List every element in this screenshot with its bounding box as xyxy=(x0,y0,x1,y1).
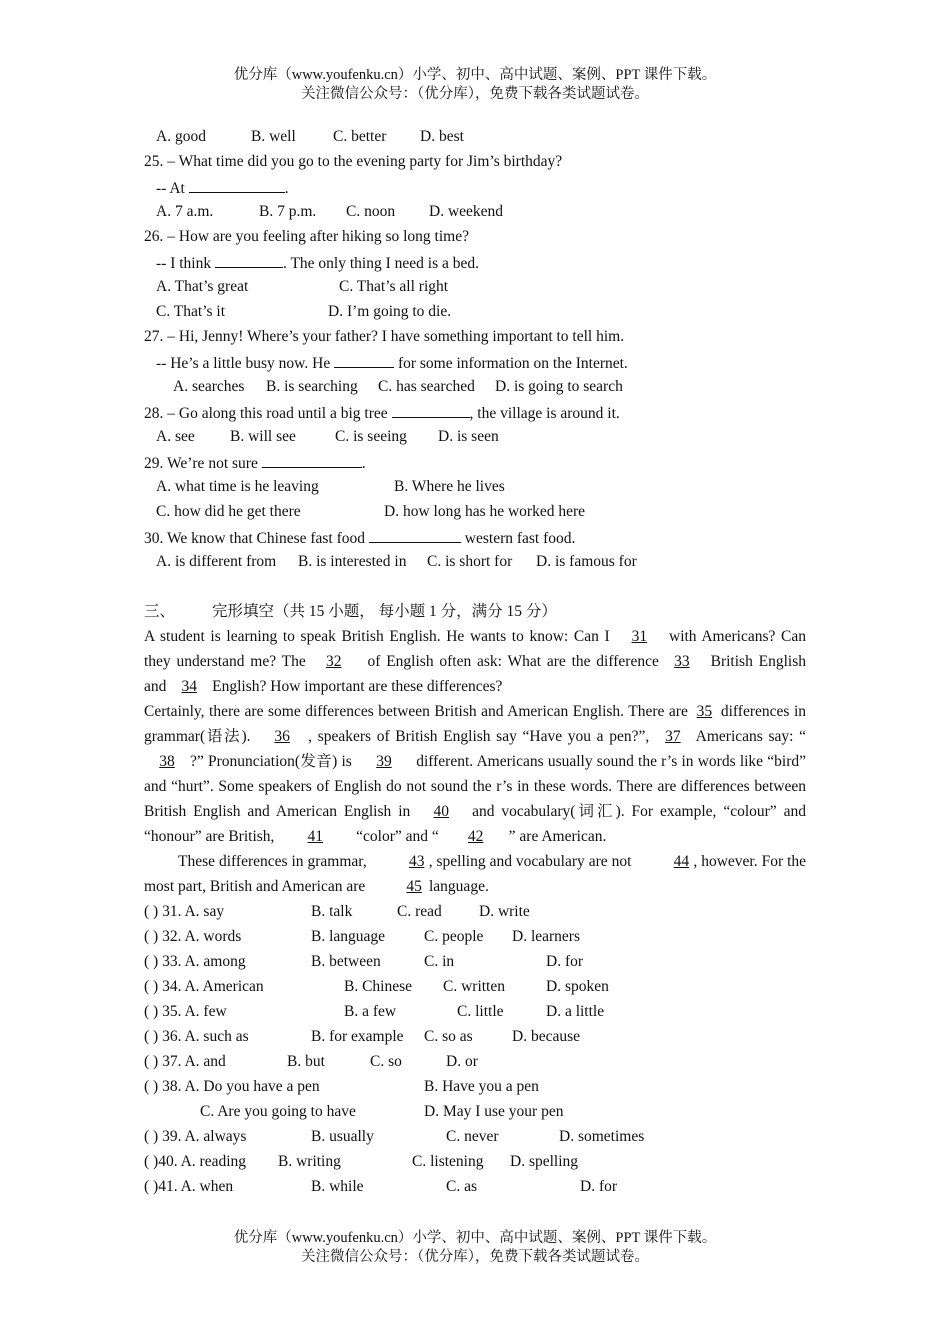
cloze-35-b: B. a few xyxy=(344,1003,397,1020)
cloze-35-label: ( ) 35. A. few xyxy=(144,1003,227,1020)
cloze-37-label: ( ) 37. A. and xyxy=(144,1053,226,1070)
cloze-33-label: ( ) 33. A. among xyxy=(144,953,246,970)
passage-paragraph-2: Certainly, there are some differences between British and American English. There are 35 differences in grammar(语法). 36 , speakers of British English say “Have you a pen?”, 37 Americans say: “38 ?” Pronunciation(发音) is 39 different. Americans usually sound the r’s in words like “bird” and “hurt”. Some speakers of English do not sound the r’s in these words. There are differences between British English and American English in 40 and vocabulary(词汇). For example, “colour” and “honour” are British, 41 “color” and “ 42 ” are American. xyxy=(144,699,806,849)
cloze-33 xyxy=(144,949,806,974)
cloze-35 xyxy=(144,999,806,1024)
cloze-36 xyxy=(144,1024,806,1049)
exam-content xyxy=(144,124,806,1199)
cloze-39-b: B. usually xyxy=(311,1128,374,1145)
q28-option-b: B. will see xyxy=(230,428,296,445)
q29-prefix: 29. We’re not sure xyxy=(144,455,258,472)
q29-option-b: B. Where he lives xyxy=(394,478,505,495)
q29-option-c: C. how did he get there xyxy=(156,503,301,520)
header-line-1: 优分库（www.youfenku.cn）小学、初中、高中试题、案例、PPT 课件下载。 xyxy=(233,67,717,83)
blank-39: 39 xyxy=(376,753,392,770)
q28-stem xyxy=(144,399,806,424)
page-header xyxy=(0,66,950,104)
blank-34: 34 xyxy=(181,678,198,695)
cloze-33-d: D. for xyxy=(546,953,584,970)
cloze-34-b: B. Chinese xyxy=(344,978,413,995)
passage-paragraph-3: These differences in grammar, 43 , spelling and vocabulary are not 44 , however. For the most part, British and American are 45 language. xyxy=(144,849,806,899)
footer-line-1: 优分库（www.youfenku.cn）小学、初中、高中试题、案例、PPT 课件下载。 xyxy=(233,1230,717,1246)
cloze-39-c: C. never xyxy=(446,1128,499,1145)
section-3-number: 三、 xyxy=(144,603,176,620)
page-footer xyxy=(0,1229,950,1267)
passage-paragraph-1: A student is learning to speak British English. He wants to know: Can I 31 with Americans? Can they understand me? The 32 of English often ask: What are the difference 33 British English and 34 English? How important are these differences? xyxy=(144,624,806,699)
cloze-38-d: D. May I use your pen xyxy=(424,1103,564,1120)
q26-options-row2 xyxy=(144,299,806,324)
q26-option-c2: C. That’s it xyxy=(156,303,226,320)
cloze-41-label: ( )41. A. when xyxy=(144,1178,234,1195)
header-line-2: 关注微信公众号：（优分库），免费下载各类试题试卷。 xyxy=(301,86,649,102)
q29-blank xyxy=(262,449,362,468)
q29-option-a: A. what time is he leaving xyxy=(156,478,319,495)
blank-31: 31 xyxy=(631,628,648,645)
q27-blank xyxy=(334,349,394,368)
cloze-34-label: ( ) 34. A. American xyxy=(144,978,264,995)
q28-option-d: D. is seen xyxy=(438,428,499,445)
q29-option-d: D. how long has he worked here xyxy=(384,503,586,520)
cloze-37 xyxy=(144,1049,806,1074)
cloze-38-c: C. Are you going to have xyxy=(200,1103,356,1120)
blank-43: 43 xyxy=(408,853,425,870)
q28-prefix: 28. – Go along this road until a big tree xyxy=(144,405,388,422)
q26-option-c1: C. That’s all right xyxy=(339,278,449,295)
q27-answer-line xyxy=(144,349,806,374)
cloze-39 xyxy=(144,1124,806,1149)
q30-prefix: 30. We know that Chinese fast food xyxy=(144,530,366,547)
footer-line-2: 关注微信公众号：（优分库），免费下载各类试题试卷。 xyxy=(301,1249,649,1265)
cloze-32-label: ( ) 32. A. words xyxy=(144,928,242,945)
q28-option-a: A. see xyxy=(156,428,195,445)
cloze-40-c: C. listening xyxy=(412,1153,484,1170)
cloze-38-row2 xyxy=(144,1099,806,1124)
q26-option-d: D. I’m going to die. xyxy=(328,303,452,320)
cloze-31 xyxy=(144,899,806,924)
cloze-31-b: B. talk xyxy=(311,903,353,920)
cloze-33-b: B. between xyxy=(311,953,381,970)
q26-answer-line xyxy=(144,249,806,274)
blank-32: 32 xyxy=(325,653,342,670)
cloze-41-c: C. as xyxy=(446,1178,477,1195)
q24-option-a: A. good xyxy=(156,128,206,145)
q30-options xyxy=(144,549,806,574)
cloze-37-b: B. but xyxy=(287,1053,325,1070)
q25-blank xyxy=(189,174,285,193)
cloze-37-c: C. so xyxy=(370,1053,402,1070)
cloze-35-d: D. a little xyxy=(546,1003,605,1020)
q29-options-row1 xyxy=(144,474,806,499)
q26-options-row1 xyxy=(144,274,806,299)
q28-suffix: , the village is around it. xyxy=(469,405,620,422)
cloze-38-label: ( ) 38. A. Do you have a pen xyxy=(144,1078,320,1095)
cloze-33-c: C. in xyxy=(424,953,455,970)
q30-blank xyxy=(369,524,461,543)
q27-answer-suffix: for some information on the Internet. xyxy=(397,355,628,372)
cloze-40 xyxy=(144,1149,806,1174)
q24-option-b: B. well xyxy=(251,128,296,145)
cloze-32 xyxy=(144,924,806,949)
cloze-40-b: B. writing xyxy=(278,1153,341,1170)
q29-suffix: . xyxy=(361,455,366,472)
q26-blank xyxy=(215,249,283,268)
q25-answer-suffix: . xyxy=(284,180,289,197)
cloze-31-c: C. read xyxy=(397,903,442,920)
cloze-40-d: D. spelling xyxy=(510,1153,579,1170)
q27-option-c: C. has searched xyxy=(378,378,475,395)
blank-41: 41 xyxy=(307,828,324,845)
cloze-38-row1 xyxy=(144,1074,806,1099)
cloze-32-b: B. language xyxy=(311,928,386,945)
cloze-40-label: ( )40. A. reading xyxy=(144,1153,247,1170)
q28-option-c: C. is seeing xyxy=(335,428,407,445)
q27-options xyxy=(144,374,806,399)
blank-36: 36 xyxy=(274,728,290,745)
q24-option-c: C. better xyxy=(333,128,387,145)
cloze-36-d: D. because xyxy=(512,1028,580,1045)
cloze-36-c: C. so as xyxy=(424,1028,473,1045)
q26-option-a: A. That’s great xyxy=(156,278,249,295)
cloze-31-label: ( ) 31. A. say xyxy=(144,903,225,920)
q25-option-c: C. noon xyxy=(346,203,396,220)
q27-stem: 27. – Hi, Jenny! Where’s your father? I have something important to tell him. xyxy=(144,328,625,345)
q27-option-d: D. is going to search xyxy=(495,378,623,395)
cloze-35-c: C. little xyxy=(457,1003,504,1020)
cloze-41-d: D. for xyxy=(580,1178,618,1195)
q28-options xyxy=(144,424,806,449)
cloze-39-d: D. sometimes xyxy=(559,1128,645,1145)
q30-stem xyxy=(144,524,806,549)
cloze-32-c: C. people xyxy=(424,928,484,945)
cloze-36-label: ( ) 36. A. such as xyxy=(144,1028,249,1045)
cloze-37-d: D. or xyxy=(446,1053,478,1070)
q26-stem: 26. – How are you feeling after hiking so long time? xyxy=(144,228,469,245)
cloze-41 xyxy=(144,1174,806,1199)
q25-answer-line xyxy=(144,174,806,199)
q30-suffix: western fast food. xyxy=(464,530,576,547)
q24-option-d: D. best xyxy=(420,128,464,145)
q29-options-row2 xyxy=(144,499,806,524)
cloze-34 xyxy=(144,974,806,999)
section-3-heading xyxy=(144,599,806,624)
q27-answer-prefix: -- He’s a little busy now. He xyxy=(156,355,331,372)
q26-answer-suffix: . The only thing I need is a bed. xyxy=(282,255,479,272)
section-3-title: 完形填空（共 15 小题， 每小题 1 分，满分 15 分） xyxy=(212,603,557,620)
cloze-39-label: ( ) 39. A. always xyxy=(144,1128,247,1145)
q29-stem xyxy=(144,449,806,474)
blank-38: 38 xyxy=(159,753,175,770)
cloze-38-b: B. Have you a pen xyxy=(424,1078,539,1095)
q25-options xyxy=(144,199,806,224)
q27-option-a: A. searches xyxy=(173,378,245,395)
blank-44: 44 xyxy=(673,853,690,870)
cloze-31-d: D. write xyxy=(479,903,530,920)
q25-option-b: B. 7 p.m. xyxy=(259,203,317,220)
q26-answer-prefix: -- I think xyxy=(156,255,212,272)
blank-33: 33 xyxy=(674,653,690,670)
cloze-34-d: D. spoken xyxy=(546,978,609,995)
q30-option-b: B. is interested in xyxy=(298,553,407,570)
q27-option-b: B. is searching xyxy=(266,378,358,395)
q25-stem: 25. – What time did you go to the evening party for Jim’s birthday? xyxy=(144,153,563,170)
cloze-41-b: B. while xyxy=(311,1178,364,1195)
blank-45: 45 xyxy=(406,878,422,895)
cloze-32-d: D. learners xyxy=(512,928,580,945)
q30-option-a: A. is different from xyxy=(156,553,277,570)
cloze-36-b: B. for example xyxy=(311,1028,404,1045)
q30-option-d: D. is famous for xyxy=(536,553,637,570)
cloze-34-c: C. written xyxy=(443,978,505,995)
blank-42: 42 xyxy=(467,828,484,845)
blank-35: 35 xyxy=(696,703,713,720)
q25-option-a: A. 7 a.m. xyxy=(156,203,214,220)
q25-option-d: D. weekend xyxy=(429,203,504,220)
blank-40: 40 xyxy=(433,803,449,820)
q24-options xyxy=(144,124,806,149)
q30-option-c: C. is short for xyxy=(427,553,513,570)
q28-blank xyxy=(392,399,470,418)
q25-answer-prefix: -- At xyxy=(156,180,185,197)
blank-37: 37 xyxy=(665,728,681,745)
